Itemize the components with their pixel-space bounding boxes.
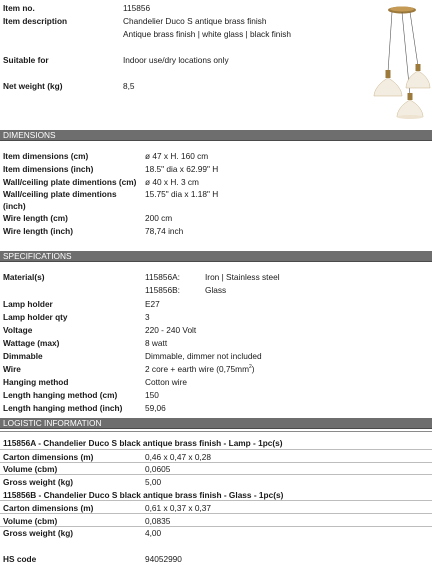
spec-value: 220 - 240 Volt xyxy=(145,325,197,335)
dimension-label: Wire length (inch) xyxy=(3,226,73,236)
divider xyxy=(0,431,432,432)
item-no-label: Item no. xyxy=(3,3,35,13)
dimension-value: ø 47 x H. 160 cm xyxy=(145,151,209,161)
spec-label: Hanging method xyxy=(3,377,69,387)
dimension-value: 15.75" dia x 1.18" H xyxy=(145,189,219,199)
spec-value: 59,06 xyxy=(145,403,166,413)
chandelier-product-image xyxy=(362,0,432,124)
spec-value: 3 xyxy=(145,312,150,322)
divider xyxy=(0,513,432,514)
dimension-value: 200 cm xyxy=(145,213,173,223)
suitable-for-label: Suitable for xyxy=(3,55,49,65)
spec-value: E27 xyxy=(145,299,160,309)
net-weight-value: 8,5 xyxy=(123,81,135,91)
spec-label: Lamp holder xyxy=(3,299,53,309)
logistic-label: Carton dimensions (m) xyxy=(3,503,94,513)
divider xyxy=(0,474,432,475)
dimension-label: Wall/ceiling plate dimentions (cm) xyxy=(3,177,137,187)
logistic-value: 0,0605 xyxy=(145,464,171,474)
material-code: 115856A: xyxy=(145,272,180,282)
spec-label: Lamp holder qty xyxy=(3,312,68,322)
item-description-line2: Antique brass finish | white glass | black finish xyxy=(123,29,292,39)
spec-label: Wire xyxy=(3,364,21,374)
spec-label: Dimmable xyxy=(3,351,43,361)
dimension-label-continued: (inch) xyxy=(3,201,26,211)
wire-superscript: 2 xyxy=(248,364,252,371)
item-description-label: Item description xyxy=(3,16,68,26)
logistic-value: 4,00 xyxy=(145,528,162,538)
spec-label: Wattage (max) xyxy=(3,338,60,348)
material-value: Iron | Stainless steel xyxy=(205,272,280,282)
logistic-value: 0,0835 xyxy=(145,516,171,526)
dimension-value: 18.5" dia x 62.99" H xyxy=(145,164,219,174)
logistic-label: Volume (cbm) xyxy=(3,464,58,474)
spec-label: Voltage xyxy=(3,325,33,335)
dimensions-section-header: DIMENSIONS xyxy=(0,130,432,141)
material-code: 115856B: xyxy=(145,285,180,295)
item-description-line1: Chandelier Duco S antique brass finish xyxy=(123,16,267,26)
logistic-value: 0,46 x 0,47 x 0,28 xyxy=(145,452,211,462)
material-label: Material(s) xyxy=(3,272,45,282)
logistic-label: Gross weight (kg) xyxy=(3,528,74,538)
item-no-value: 115856 xyxy=(123,3,151,13)
specifications-section-header: SPECIFICATIONS xyxy=(0,251,432,262)
dimension-label: Wire length (cm) xyxy=(3,213,68,223)
dimension-label: Item dimensions (inch) xyxy=(3,164,94,174)
divider xyxy=(0,462,432,463)
logistic-label: Volume (cbm) xyxy=(3,516,58,526)
dimension-value: 78,74 inch xyxy=(145,226,184,236)
spec-value: Dimmable, dimmer not included xyxy=(145,351,262,361)
logistic-value: 0,61 x 0,37 x 0,37 xyxy=(145,503,211,513)
logistic-group-heading: 115856A - Chandelier Duco S black antique brass finish - Lamp - 1pc(s) xyxy=(3,438,283,448)
dimension-label: Item dimensions (cm) xyxy=(3,151,89,161)
logistic-group-heading: 115856B - Chandelier Duco S black antique brass finish - Glass - 1pc(s) xyxy=(3,490,284,500)
divider xyxy=(0,449,432,450)
spec-value: Cotton wire xyxy=(145,377,187,387)
logistic-section-header: LOGISTIC INFORMATION xyxy=(0,418,432,429)
dimension-label: Wall/ceiling plate dimentions xyxy=(3,189,117,199)
logistic-label: Carton dimensions (m) xyxy=(3,452,94,462)
logistic-value: 5,00 xyxy=(145,477,162,487)
spec-value: 150 xyxy=(145,390,159,400)
dimension-value: ø 40 x H. 3 cm xyxy=(145,177,199,187)
divider xyxy=(0,526,432,527)
suitable-for-value: Indoor use/dry locations only xyxy=(123,55,229,65)
logistic-label: Gross weight (kg) xyxy=(3,477,74,487)
net-weight-label: Net weight (kg) xyxy=(3,81,63,91)
spec-label: Length hanging method (inch) xyxy=(3,403,123,413)
wire-value-end: ) xyxy=(251,364,255,374)
wire-value: 2 core + earth wire (0,75mm xyxy=(145,364,249,374)
divider xyxy=(0,500,432,501)
spec-value: 8 watt xyxy=(145,338,168,348)
hs-code-label: HS code xyxy=(3,554,37,564)
material-value: Glass xyxy=(205,285,227,295)
hs-code-value: 94052990 xyxy=(145,554,182,564)
spec-value-wire xyxy=(145,364,255,374)
spec-label: Length hanging method (cm) xyxy=(3,390,118,400)
